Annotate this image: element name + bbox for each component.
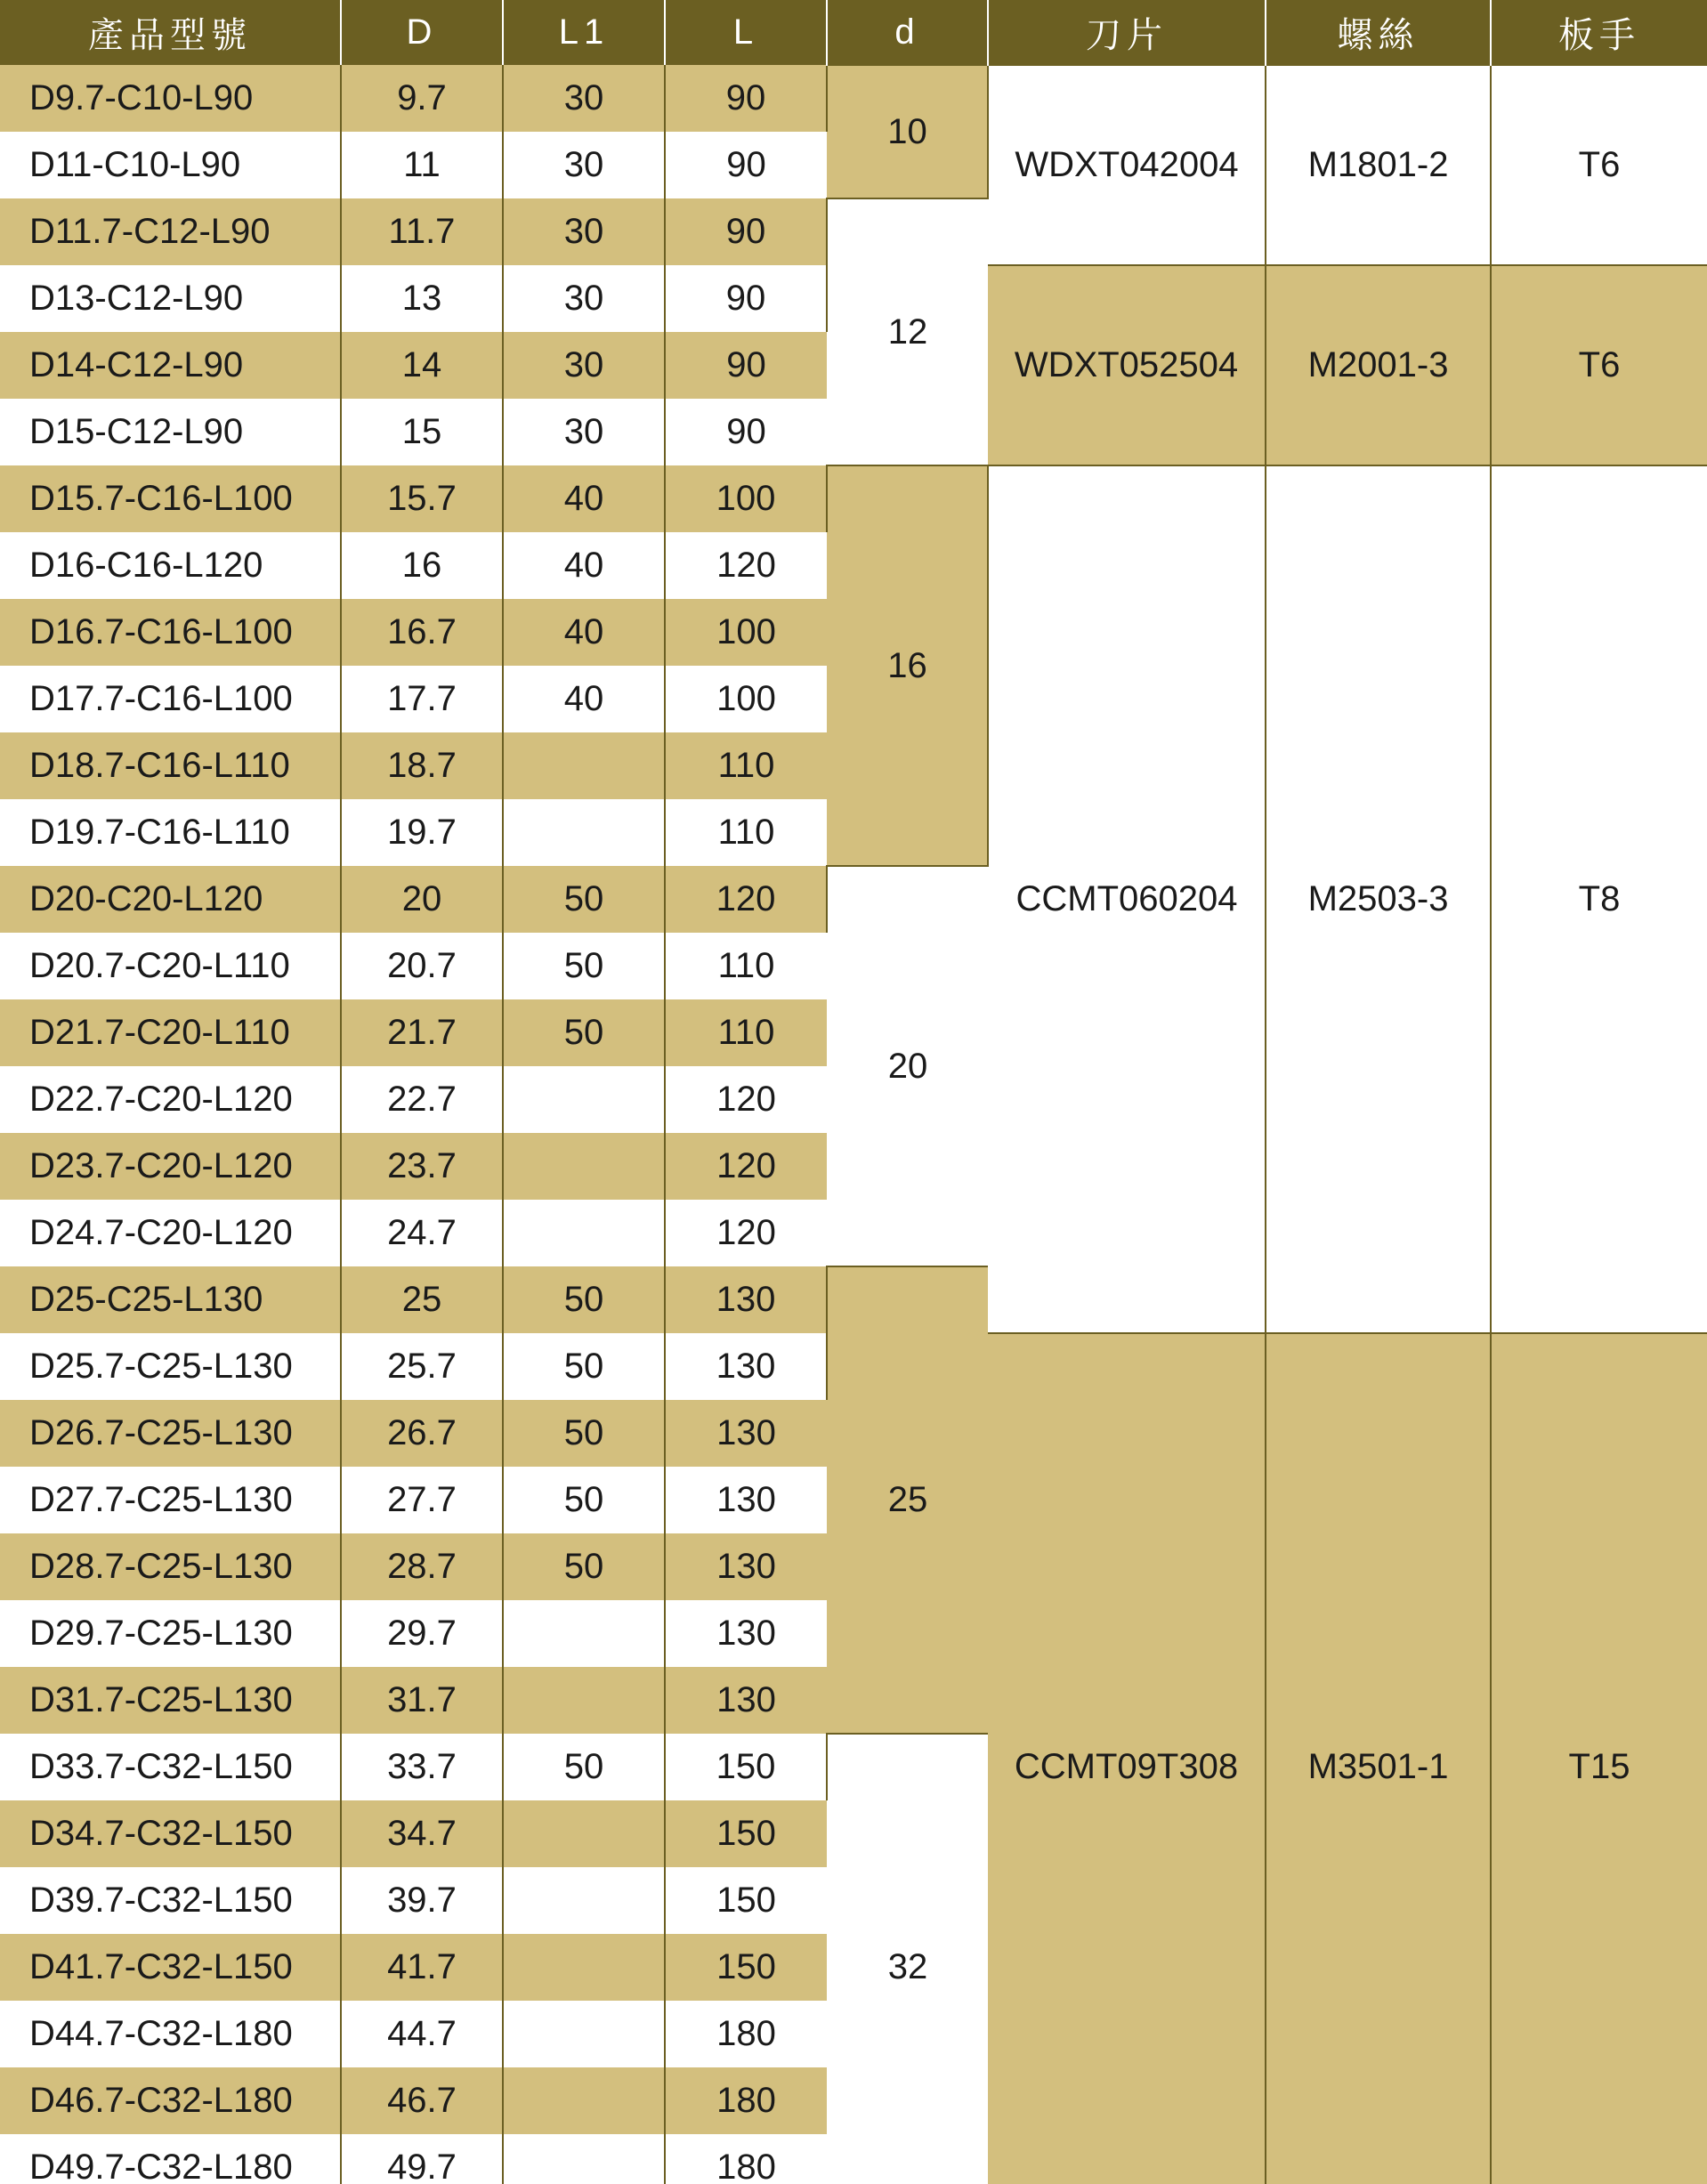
wrench-cell: T6 — [1491, 65, 1707, 265]
l1-cell: 50 — [503, 1467, 665, 1533]
l1-cell: 40 — [503, 465, 665, 532]
l1-cell: 30 — [503, 198, 665, 265]
wrench-cell: T15 — [1491, 1333, 1707, 2184]
model-cell: D14-C12-L90 — [0, 332, 341, 399]
table-row — [0, 465, 1707, 532]
length-cell: 110 — [665, 799, 827, 866]
diameter-cell: 19.7 — [341, 799, 503, 866]
model-cell: D9.7-C10-L90 — [0, 65, 341, 132]
length-cell: 150 — [665, 1934, 827, 2001]
diameter-cell: 49.7 — [341, 2134, 503, 2184]
model-cell: D31.7-C25-L130 — [0, 1667, 341, 1734]
length-cell: 120 — [665, 866, 827, 933]
model-cell: D28.7-C25-L130 — [0, 1533, 341, 1600]
diameter-cell: 21.7 — [341, 999, 503, 1066]
diameter-cell: 44.7 — [341, 2001, 503, 2067]
l1-cell — [503, 1600, 665, 1667]
length-cell: 150 — [665, 1867, 827, 1934]
l1-cell — [503, 2134, 665, 2184]
header-d-diameter: D — [341, 0, 503, 65]
l1-cell: 30 — [503, 65, 665, 132]
length-cell: 110 — [665, 999, 827, 1066]
shank-d-cell: 25 — [827, 1266, 988, 1734]
model-cell: D23.7-C20-L120 — [0, 1133, 341, 1200]
model-cell: D33.7-C32-L150 — [0, 1734, 341, 1800]
model-cell: D20-C20-L120 — [0, 866, 341, 933]
length-cell: 130 — [665, 1667, 827, 1734]
diameter-cell: 20 — [341, 866, 503, 933]
diameter-cell: 15 — [341, 399, 503, 465]
l1-cell: 40 — [503, 666, 665, 732]
length-cell: 150 — [665, 1800, 827, 1867]
l1-cell — [503, 1934, 665, 2001]
l1-cell: 40 — [503, 599, 665, 666]
model-cell: D39.7-C32-L150 — [0, 1867, 341, 1934]
screw-cell: M3501-1 — [1266, 1333, 1491, 2184]
diameter-cell: 23.7 — [341, 1133, 503, 1200]
table-body — [0, 65, 1707, 2184]
diameter-cell: 46.7 — [341, 2067, 503, 2134]
diameter-cell: 25.7 — [341, 1333, 503, 1400]
length-cell: 150 — [665, 1734, 827, 1800]
l1-cell — [503, 1867, 665, 1934]
diameter-cell: 24.7 — [341, 1200, 503, 1266]
model-cell: D21.7-C20-L110 — [0, 999, 341, 1066]
l1-cell — [503, 799, 665, 866]
length-cell: 130 — [665, 1400, 827, 1467]
model-cell: D46.7-C32-L180 — [0, 2067, 341, 2134]
wrench-cell: T8 — [1491, 465, 1707, 1333]
diameter-cell: 13 — [341, 265, 503, 332]
l1-cell: 30 — [503, 332, 665, 399]
l1-cell: 50 — [503, 1734, 665, 1800]
header-l1: L1 — [503, 0, 665, 65]
l1-cell: 30 — [503, 265, 665, 332]
model-cell: D49.7-C32-L180 — [0, 2134, 341, 2184]
length-cell: 180 — [665, 2067, 827, 2134]
l1-cell — [503, 1133, 665, 1200]
diameter-cell: 27.7 — [341, 1467, 503, 1533]
length-cell: 90 — [665, 132, 827, 198]
l1-cell: 30 — [503, 399, 665, 465]
shank-d-cell: 32 — [827, 1734, 988, 2184]
length-cell: 90 — [665, 399, 827, 465]
header-shank-d: d — [827, 0, 988, 65]
length-cell: 100 — [665, 666, 827, 732]
length-cell: 110 — [665, 732, 827, 799]
diameter-cell: 22.7 — [341, 1066, 503, 1133]
model-cell: D27.7-C25-L130 — [0, 1467, 341, 1533]
length-cell: 180 — [665, 2134, 827, 2184]
length-cell: 120 — [665, 1133, 827, 1200]
diameter-cell: 17.7 — [341, 666, 503, 732]
l1-cell: 50 — [503, 1333, 665, 1400]
l1-cell: 50 — [503, 933, 665, 999]
model-cell: D26.7-C25-L130 — [0, 1400, 341, 1467]
diameter-cell: 11.7 — [341, 198, 503, 265]
model-cell: D11-C10-L90 — [0, 132, 341, 198]
diameter-cell: 16.7 — [341, 599, 503, 666]
l1-cell: 30 — [503, 132, 665, 198]
length-cell: 120 — [665, 1200, 827, 1266]
model-cell: D16.7-C16-L100 — [0, 599, 341, 666]
screw-cell: M2503-3 — [1266, 465, 1491, 1333]
length-cell: 130 — [665, 1533, 827, 1600]
model-cell: D25.7-C25-L130 — [0, 1333, 341, 1400]
model-cell: D24.7-C20-L120 — [0, 1200, 341, 1266]
model-cell: D19.7-C16-L110 — [0, 799, 341, 866]
length-cell: 180 — [665, 2001, 827, 2067]
header-screw: 螺絲 — [1266, 0, 1491, 65]
l1-cell: 50 — [503, 999, 665, 1066]
screw-cell: M1801-2 — [1266, 65, 1491, 265]
length-cell: 100 — [665, 465, 827, 532]
diameter-cell: 25 — [341, 1266, 503, 1333]
l1-cell: 50 — [503, 1533, 665, 1600]
header-l: L — [665, 0, 827, 65]
insert-cell: WDXT052504 — [988, 265, 1266, 465]
model-cell: D13-C12-L90 — [0, 265, 341, 332]
diameter-cell: 11 — [341, 132, 503, 198]
diameter-cell: 18.7 — [341, 732, 503, 799]
diameter-cell: 14 — [341, 332, 503, 399]
header-insert: 刀片 — [988, 0, 1266, 65]
length-cell: 130 — [665, 1600, 827, 1667]
insert-cell: CCMT060204 — [988, 465, 1266, 1333]
l1-cell: 50 — [503, 1266, 665, 1333]
wrench-cell: T6 — [1491, 265, 1707, 465]
l1-cell: 50 — [503, 866, 665, 933]
model-cell: D22.7-C20-L120 — [0, 1066, 341, 1133]
header-model: 產品型號 — [0, 0, 341, 65]
insert-cell: CCMT09T308 — [988, 1333, 1266, 2184]
l1-cell — [503, 732, 665, 799]
screw-cell: M2001-3 — [1266, 265, 1491, 465]
header-row — [0, 0, 1707, 65]
diameter-cell: 28.7 — [341, 1533, 503, 1600]
shank-d-cell: 10 — [827, 65, 988, 198]
model-cell: D41.7-C32-L150 — [0, 1934, 341, 2001]
table-row — [0, 65, 1707, 132]
diameter-cell: 33.7 — [341, 1734, 503, 1800]
length-cell: 130 — [665, 1333, 827, 1400]
diameter-cell: 15.7 — [341, 465, 503, 532]
l1-cell — [503, 2067, 665, 2134]
shank-d-cell: 20 — [827, 866, 988, 1266]
length-cell: 120 — [665, 1066, 827, 1133]
l1-cell — [503, 1200, 665, 1266]
diameter-cell: 29.7 — [341, 1600, 503, 1667]
model-cell: D16-C16-L120 — [0, 532, 341, 599]
header-wrench: 板手 — [1491, 0, 1707, 65]
diameter-cell: 16 — [341, 532, 503, 599]
model-cell: D44.7-C32-L180 — [0, 2001, 341, 2067]
diameter-cell: 20.7 — [341, 933, 503, 999]
model-cell: D20.7-C20-L110 — [0, 933, 341, 999]
model-cell: D18.7-C16-L110 — [0, 732, 341, 799]
diameter-cell: 26.7 — [341, 1400, 503, 1467]
diameter-cell: 39.7 — [341, 1867, 503, 1934]
length-cell: 130 — [665, 1266, 827, 1333]
shank-d-cell: 12 — [827, 198, 988, 465]
diameter-cell: 31.7 — [341, 1667, 503, 1734]
model-cell: D15-C12-L90 — [0, 399, 341, 465]
diameter-cell: 41.7 — [341, 1934, 503, 2001]
model-cell: D15.7-C16-L100 — [0, 465, 341, 532]
length-cell: 120 — [665, 532, 827, 599]
model-cell: D25-C25-L130 — [0, 1266, 341, 1333]
shank-d-cell: 16 — [827, 465, 988, 866]
l1-cell: 40 — [503, 532, 665, 599]
l1-cell — [503, 2001, 665, 2067]
length-cell: 90 — [665, 332, 827, 399]
l1-cell: 50 — [503, 1400, 665, 1467]
insert-cell: WDXT042004 — [988, 65, 1266, 265]
diameter-cell: 9.7 — [341, 65, 503, 132]
model-cell: D11.7-C12-L90 — [0, 198, 341, 265]
model-cell: D29.7-C25-L130 — [0, 1600, 341, 1667]
model-cell: D34.7-C32-L150 — [0, 1800, 341, 1867]
l1-cell — [503, 1667, 665, 1734]
length-cell: 110 — [665, 933, 827, 999]
length-cell: 90 — [665, 265, 827, 332]
length-cell: 100 — [665, 599, 827, 666]
l1-cell — [503, 1800, 665, 1867]
model-cell: D17.7-C16-L100 — [0, 666, 341, 732]
length-cell: 90 — [665, 198, 827, 265]
l1-cell — [503, 1066, 665, 1133]
diameter-cell: 34.7 — [341, 1800, 503, 1867]
length-cell: 90 — [665, 65, 827, 132]
length-cell: 130 — [665, 1467, 827, 1533]
